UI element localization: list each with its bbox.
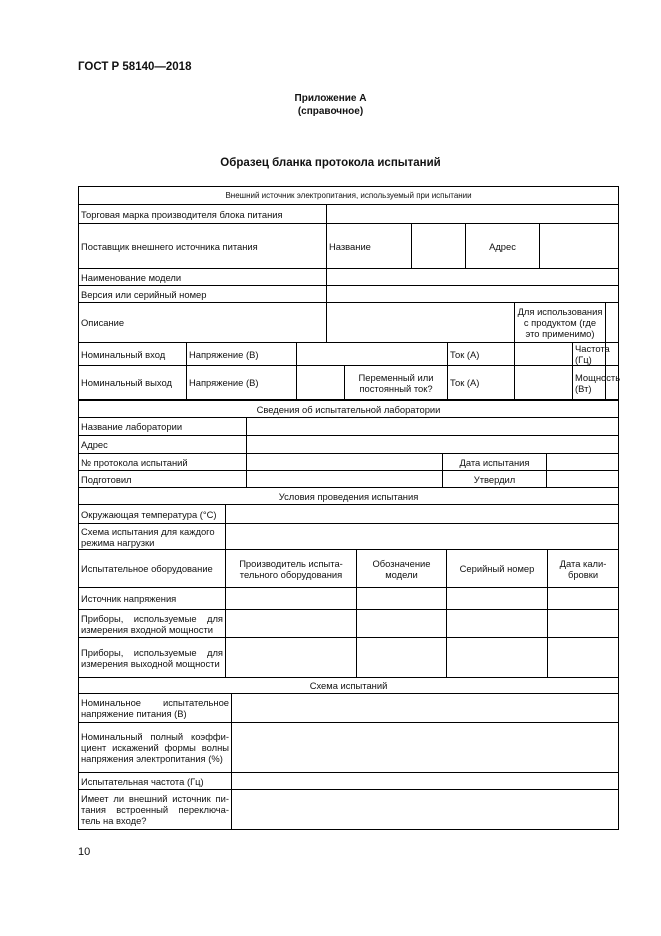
appendix-heading <box>0 92 661 118</box>
model-name-value[interactable] <box>327 269 619 286</box>
ambient-temp-label: Окружающая температура (°С) <box>79 505 226 524</box>
trademark-value[interactable] <box>327 205 619 224</box>
test-frequency-label: Испытательная частота (Гц) <box>79 773 232 790</box>
input-voltage-value[interactable] <box>297 343 448 366</box>
document-code: ГОСТ Р 58140—2018 <box>78 61 192 73</box>
test-scheme-heading: Схема испытаний <box>79 678 619 694</box>
supplier-name-label: Название <box>327 224 412 269</box>
lab-address-label: Адрес <box>79 436 247 454</box>
trademark-label: Торговая марка производителя блока питания <box>79 205 327 224</box>
output-meters-serial[interactable] <box>447 638 548 678</box>
conditions-heading: Условия проведения испытания <box>79 488 619 505</box>
laboratory-heading: Сведения об испытательной лаборатории <box>79 401 619 418</box>
output-meters-manufacturer[interactable] <box>226 638 357 678</box>
supplier-address-value[interactable] <box>540 224 619 269</box>
input-current-label: Ток (А) <box>448 343 515 366</box>
input-meters-label: Приборы, используемые для измерения входной мощности <box>79 610 226 638</box>
input-meters-serial[interactable] <box>447 610 548 638</box>
version-value[interactable] <box>327 286 619 303</box>
test-date-label: Дата испытания <box>443 454 547 471</box>
equipment-label: Испытательное оборудование <box>79 550 226 588</box>
lab-name-label: Название лаборатории <box>79 418 247 436</box>
output-meters-calibration[interactable] <box>548 638 619 678</box>
power-supply-table <box>78 186 619 400</box>
output-voltage-value[interactable] <box>297 366 345 400</box>
thd-label: Номинальный полный коэффициент искажений формы волны напряжения электропитания (%) <box>79 723 232 773</box>
output-current-label: Ток (А) <box>448 366 515 400</box>
input-meters-manufacturer[interactable] <box>226 610 357 638</box>
supplier-name-value[interactable] <box>412 224 466 269</box>
ambient-temp-value[interactable] <box>226 505 619 524</box>
approved-label: Утвердил <box>443 471 547 488</box>
input-switch-value[interactable] <box>232 790 619 830</box>
lab-address-value[interactable] <box>247 436 619 454</box>
voltage-source-serial[interactable] <box>447 588 548 610</box>
laboratory-table <box>78 400 619 488</box>
scheme-each-mode-label: Схема испытания для каждого режима нагрузки <box>79 524 226 550</box>
output-current-value[interactable] <box>515 366 573 400</box>
nominal-output-label: Номинальный выход <box>79 366 187 400</box>
ac-dc-label: Переменный или постоянный ток? <box>345 366 448 400</box>
serial-number-header: Серийный номер <box>447 550 548 588</box>
manufacturer-header: Производитель испытательного оборудования <box>226 550 357 588</box>
input-current-value[interactable] <box>515 343 573 366</box>
thd-value[interactable] <box>232 723 619 773</box>
test-date-value[interactable] <box>547 454 619 471</box>
power-supply-heading: Внешний источник электропитания, используемый при испытании <box>79 187 619 205</box>
description-label: Описание <box>79 303 327 343</box>
conditions-table <box>78 487 619 678</box>
input-frequency-label: Частота (Гц) <box>573 343 606 366</box>
form-title: Образец бланка протокола испытаний <box>220 157 441 169</box>
test-frequency-value[interactable] <box>232 773 619 790</box>
calibration-date-header: Дата калибровки <box>548 550 619 588</box>
supplier-address-label: Адрес <box>466 224 540 269</box>
voltage-source-calibration[interactable] <box>548 588 619 610</box>
description-value[interactable] <box>327 303 515 343</box>
protocol-number-label: № протокола испытаний <box>79 454 247 471</box>
appendix-title: Приложение А <box>294 93 367 104</box>
voltage-source-label: Источник напряжения <box>79 588 226 610</box>
test-scheme-table <box>78 677 619 830</box>
model-name-label: Наименование модели <box>79 269 327 286</box>
prepared-by-value[interactable] <box>247 471 443 488</box>
approved-value[interactable] <box>547 471 619 488</box>
output-meters-label: Приборы, используемые для измерения выходной мощности <box>79 638 226 678</box>
appendix-subtitle: (справочное) <box>297 106 364 117</box>
page-number: 10 <box>78 846 91 858</box>
lab-name-value[interactable] <box>247 418 619 436</box>
version-label: Версия или серийный номер <box>79 286 327 303</box>
nominal-test-voltage-label: Номинальное испытательное напряжение питания (В) <box>79 694 232 723</box>
model-designation-header: Обозначение модели <box>357 550 447 588</box>
prepared-by-label: Подготовил <box>79 471 247 488</box>
input-meters-calibration[interactable] <box>548 610 619 638</box>
input-meters-model[interactable] <box>357 610 447 638</box>
output-meters-model[interactable] <box>357 638 447 678</box>
for-use-label: Для использования с продуктом (где это применимо) <box>515 303 606 343</box>
nominal-test-voltage-value[interactable] <box>232 694 619 723</box>
input-switch-label: Имеет ли внешний источник питания встроенный переключатель на входе? <box>79 790 232 830</box>
nominal-input-label: Номинальный вход <box>79 343 187 366</box>
output-power-value[interactable] <box>606 366 619 400</box>
scheme-each-mode-value[interactable] <box>226 524 619 550</box>
voltage-source-model[interactable] <box>357 588 447 610</box>
protocol-number-value[interactable] <box>247 454 443 471</box>
output-voltage-label: Напряжение (В) <box>187 366 297 400</box>
input-voltage-label: Напряжение (В) <box>187 343 297 366</box>
supplier-label: Поставщик внешнего источника питания <box>79 224 327 269</box>
output-power-label: Мощность (Вт) <box>573 366 606 400</box>
voltage-source-manufacturer[interactable] <box>226 588 357 610</box>
for-use-value[interactable] <box>606 303 619 343</box>
